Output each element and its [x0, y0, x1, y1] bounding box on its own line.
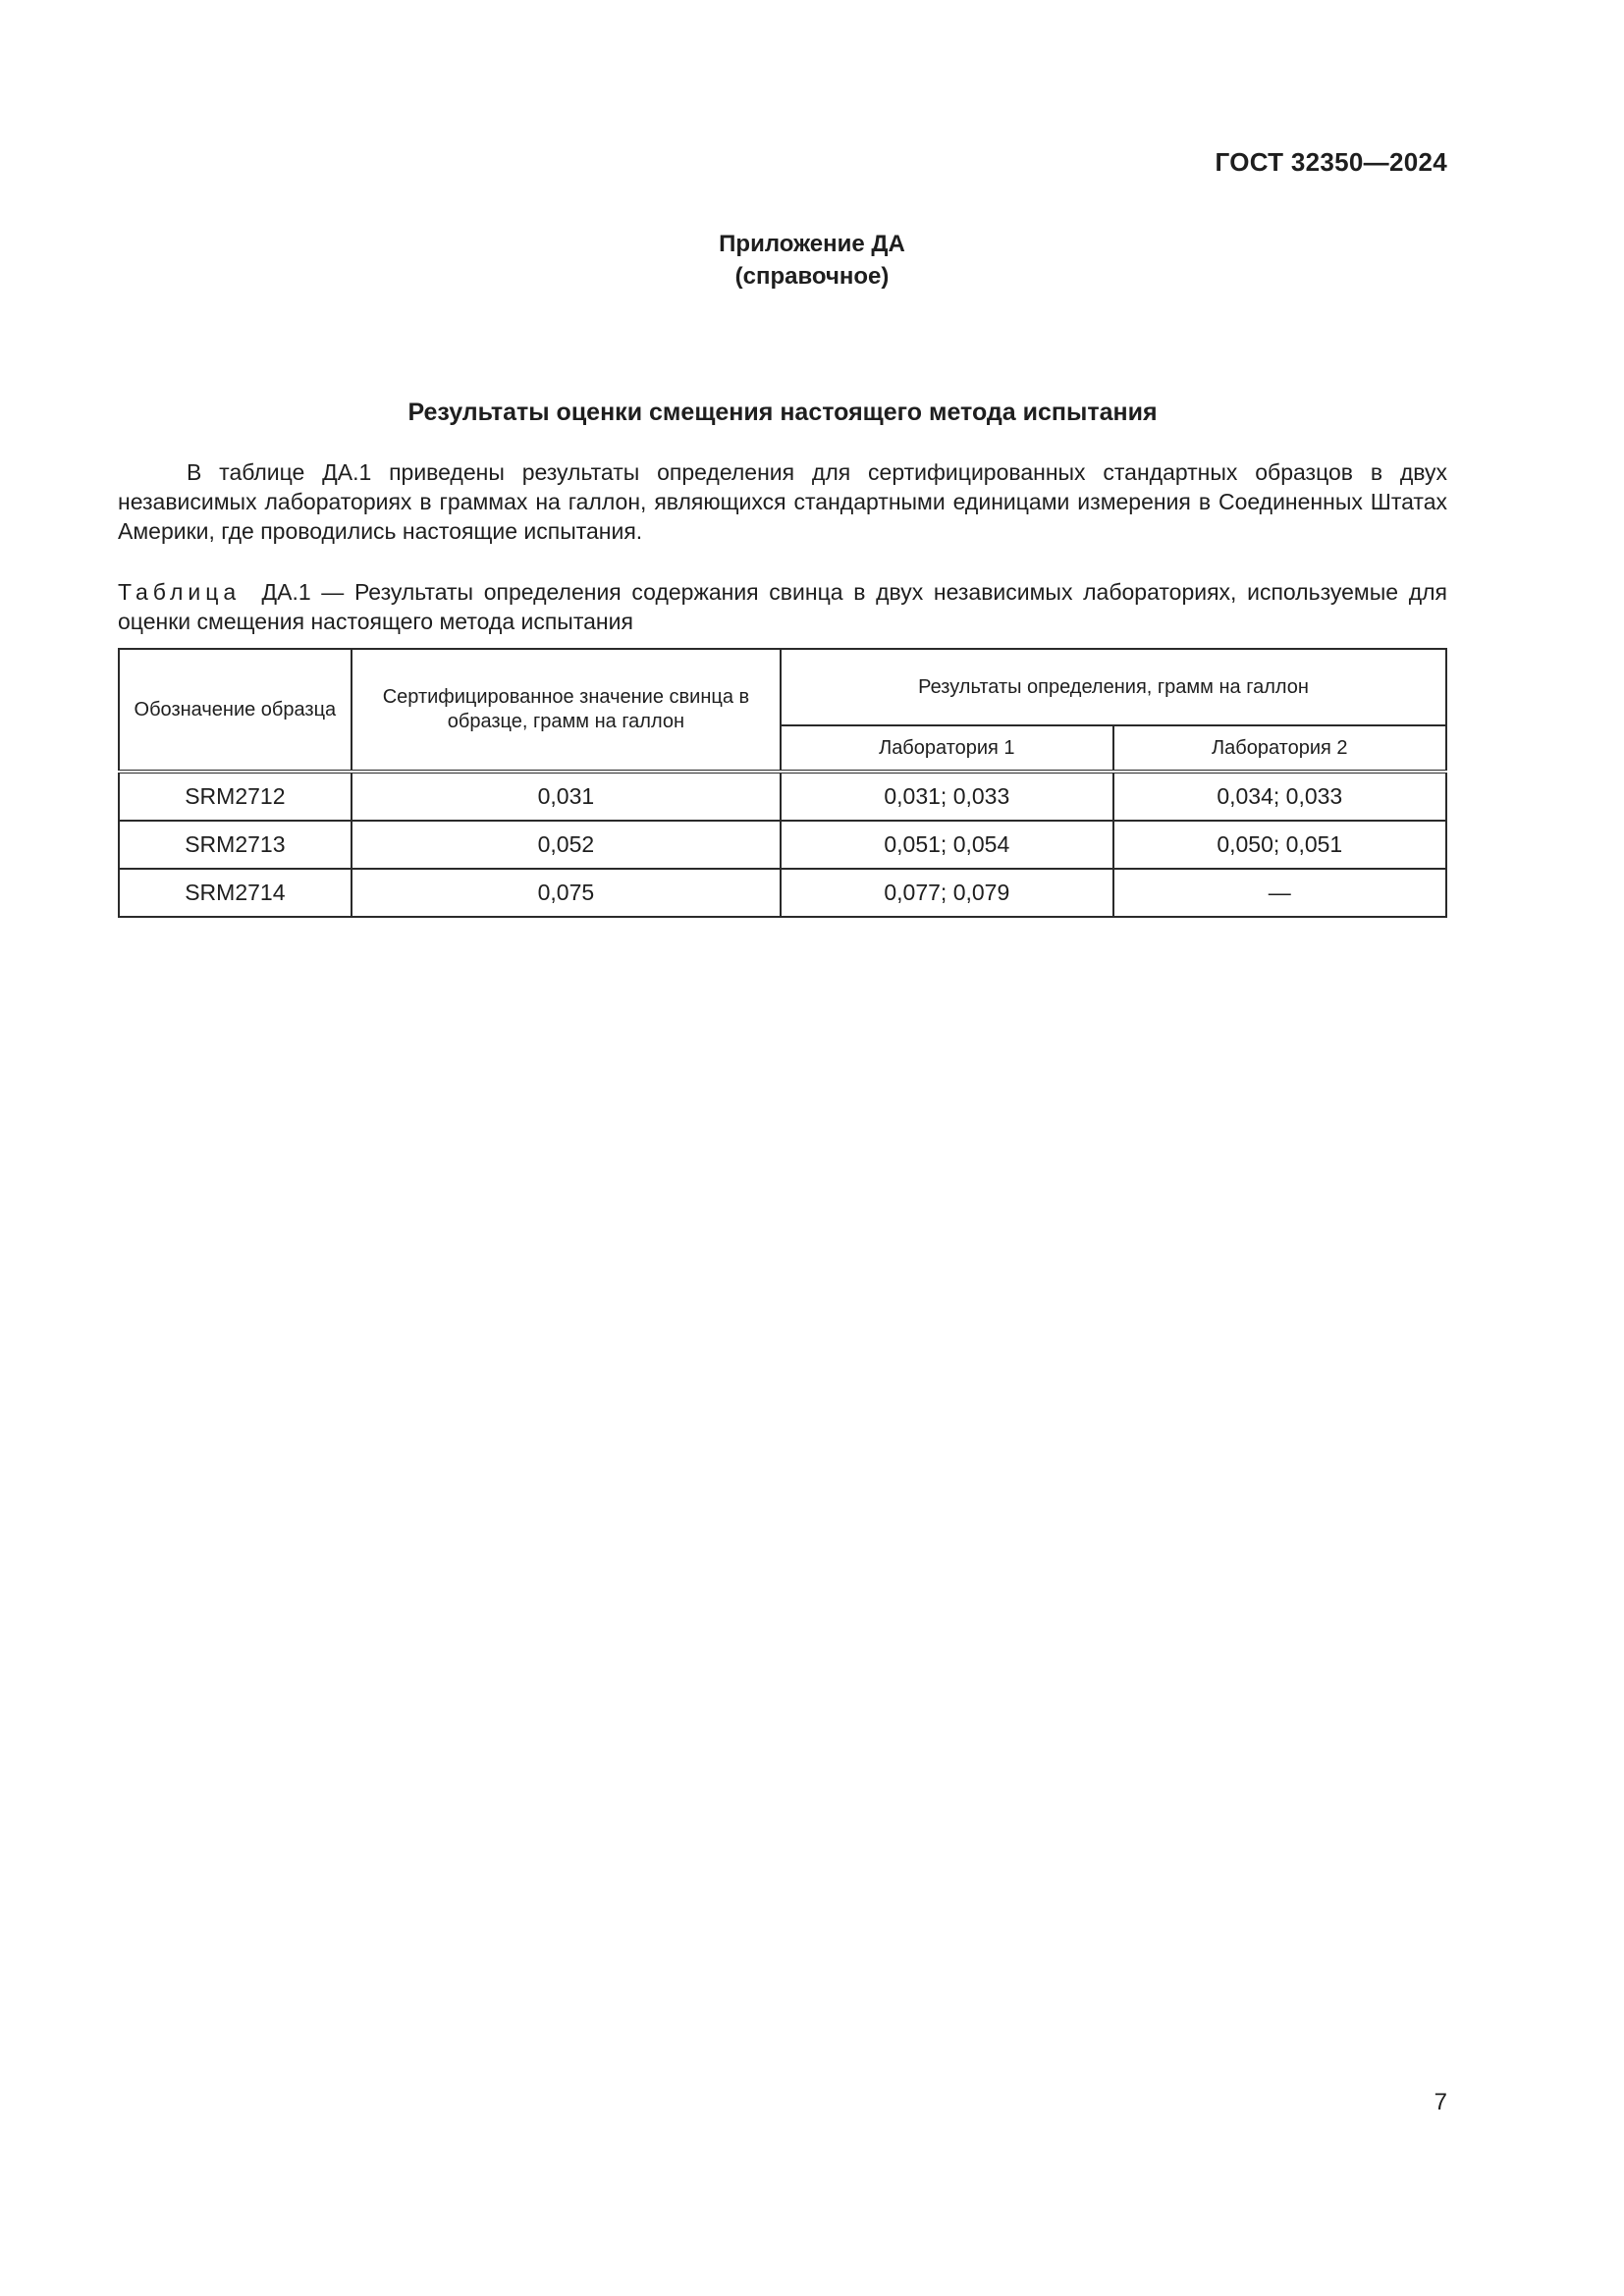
table-caption [118, 577, 1447, 636]
annex-title: Приложение ДА [719, 231, 905, 257]
header-sample-designation: Обозначение образца [119, 649, 352, 772]
cell-sample: SRM2712 [119, 772, 352, 821]
cell-lab1: 0,031; 0,033 [781, 772, 1112, 821]
annex-subtitle: (справочное) [734, 263, 890, 290]
header-lab1: Лаборатория 1 [781, 725, 1112, 772]
document-code: ГОСТ 32350—2024 [1215, 147, 1447, 177]
cell-lab1: 0,051; 0,054 [781, 821, 1112, 869]
cell-lab1: 0,077; 0,079 [781, 869, 1112, 917]
annex-title-block [0, 228, 1624, 293]
cell-certified: 0,075 [352, 869, 781, 917]
cell-sample: SRM2713 [119, 821, 352, 869]
table-body [119, 772, 1446, 917]
cell-certified: 0,031 [352, 772, 781, 821]
cell-lab2: 0,034; 0,033 [1113, 772, 1446, 821]
section-heading: Результаты оценки смещения настоящего метода испытания [407, 399, 1158, 426]
table-caption-text: ДА.1 — Результаты определения содержания свинца в двух независимых лабораториях, используемые для оценки смещения настоящего метода испытания [118, 579, 1448, 634]
page-number: 7 [1434, 2089, 1447, 2115]
cell-lab2: 0,050; 0,051 [1113, 821, 1446, 869]
header-results-group: Результаты определения, грамм на галлон [781, 649, 1446, 725]
header-certified-value: Сертифицированное значение свинца в образце, грамм на галлон [352, 649, 781, 772]
header-lab2: Лаборатория 2 [1113, 725, 1446, 772]
table-caption-label: Таблица [118, 579, 242, 605]
table-row [119, 869, 1446, 917]
intro-paragraph: В таблице ДА.1 приведены результаты определения для сертифицированных стандартных образцов в двух независимых лабораториях в граммах на галлон, являющихся стандартными единицами измерения в Соединенных Штатах Америки, где проводились настоящие испытания. [118, 459, 1447, 544]
cell-sample: SRM2714 [119, 869, 352, 917]
table-header [119, 649, 1446, 772]
table-row [119, 821, 1446, 869]
table-row [119, 772, 1446, 821]
cell-certified: 0,052 [352, 821, 781, 869]
cell-lab2: — [1113, 869, 1446, 917]
results-table [118, 648, 1447, 918]
